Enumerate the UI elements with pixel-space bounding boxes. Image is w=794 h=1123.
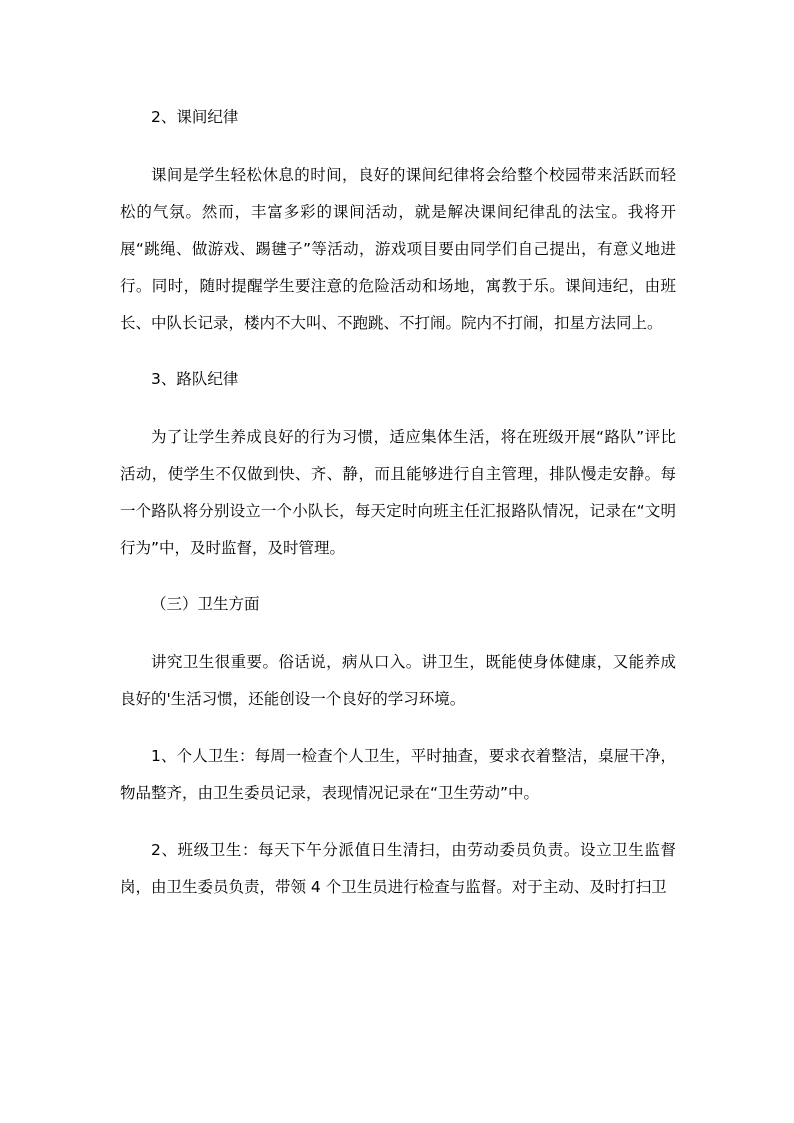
paragraph-line-discipline: 为了让学生养成良好的行为习惯，适应集体生活，将在班级开展“路队”评比活动，使学生不仅做到快、齐、静，而且能够进行自主管理，排队慢走安静。每一个路队将分别设立一个小队长，每天定时向班主任汇报路队情况，记录在“文明行为”中，及时监督，及时管理。 — [120, 428, 676, 557]
document-body — [120, 100, 676, 906]
section-heading-recess-discipline: 2、课间纪律 — [151, 108, 239, 126]
paragraph-hygiene-intro: 讲究卫生很重要。俗话说，病从口入。讲卫生，既能使身体健康，又能养成良好的'生活习惯，还能创设一个良好的学习环境。 — [120, 653, 676, 708]
paragraph-recess-discipline: 课间是学生轻松休息的时间，良好的课间纪律将会给整个校园带来活跃而轻松的气氛。然而，丰富多彩的课间活动，就是解决课间纪律乱的法宝。我将开展“跳绳、做游戏、踢毽子”等活动，游戏项目要由同学们自己提出，有意义地进行。同时，随时提醒学生要注意的危险活动和场地，寓教于乐。课间违纪，由班长、中队长记录，楼内不大叫、不跑跳、不打闹。院内不打闹，扣星方法同上。 — [120, 166, 676, 332]
paragraph-personal-hygiene: 1、个人卫生：每周一检查个人卫生，平时抽查，要求衣着整洁，桌屉干净，物品整齐，由卫生委员记录，表现情况记录在“卫生劳动”中。 — [120, 747, 676, 802]
section-heading-line-discipline: 3、路队纪律 — [151, 370, 239, 388]
paragraph-class-hygiene: 2、班级卫生：每天下午分派值日生清扫，由劳动委员负责。设立卫生监督岗，由卫生委员负责，带领 4 个卫生员进行检查与监督。对于主动、及时打扫卫 — [120, 841, 676, 896]
section-heading-hygiene: （三）卫生方面 — [151, 595, 260, 613]
